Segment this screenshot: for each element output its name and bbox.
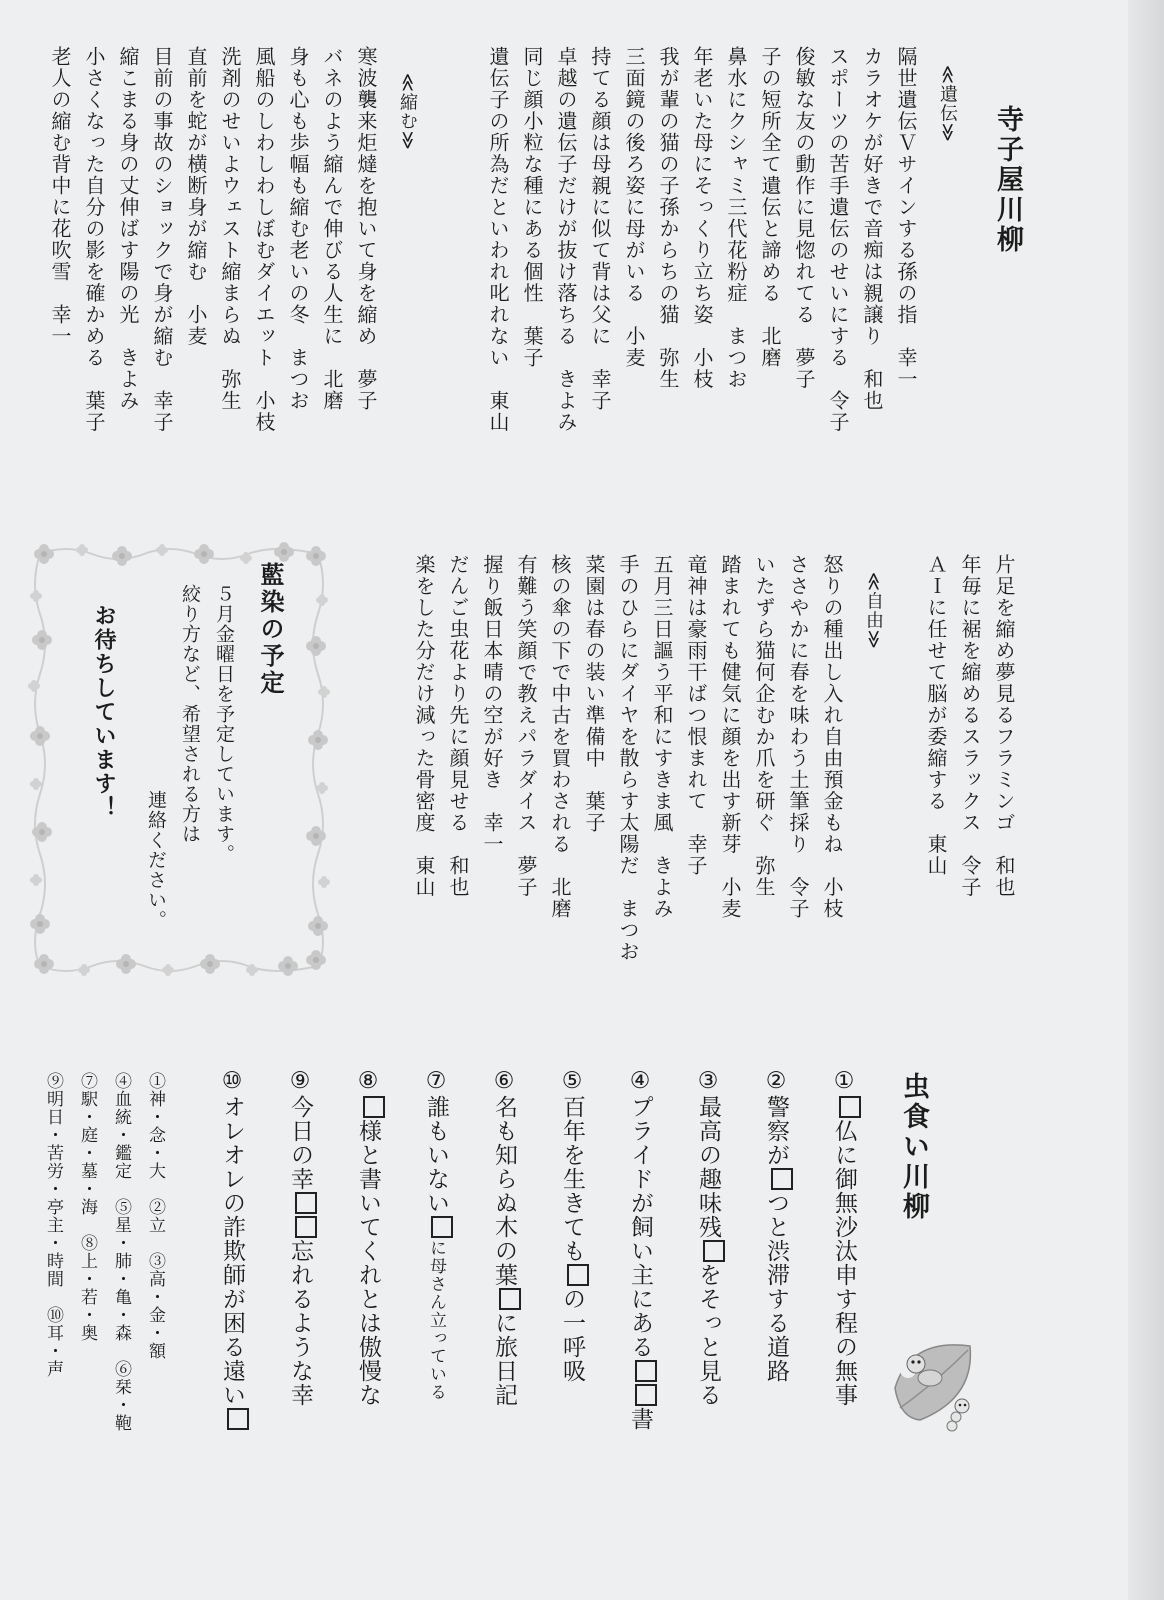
jiyu-line-3: いたずら猫何企むか爪を研ぐ 弥生 — [752, 554, 776, 898]
question-6-number: ⑥ — [491, 1068, 517, 1095]
answer-blank[interactable] — [295, 1216, 317, 1238]
question-2-text-after: つと渋滞する道路 — [763, 1191, 789, 1383]
question-5 — [560, 1068, 589, 1383]
question-9-number: ⑨ — [287, 1068, 313, 1095]
question-1-number: ① — [831, 1068, 857, 1095]
question-9-text-before: 今日の幸 — [287, 1095, 313, 1191]
question-3-text-before: 最高の趣味残 — [695, 1095, 721, 1239]
iden-line-6: 鼻水にクシャミ三代花粉症 まつお — [724, 46, 748, 390]
chijimu-line-5: 洗剤のせいよウェスト縮まらぬ 弥生 — [218, 46, 242, 412]
question-5-text-before: 百年を生きても — [559, 1095, 585, 1263]
question-10-text-before: オレオレの詐欺師が困る遠い — [219, 1095, 245, 1407]
jiyu-line-11: 握り飯日本晴の空が好き 幸一 — [480, 554, 504, 855]
iden-line-9: 三面鏡の後ろ姿に母がいる 小麦 — [622, 46, 646, 369]
notice-closing: お待ちしています！ — [91, 604, 116, 820]
question-5-number: ⑤ — [559, 1068, 585, 1095]
page-edge-shadow — [1128, 0, 1164, 1600]
question-4-text-before: プライドが飼い主にある — [627, 1095, 653, 1359]
question-7-text-before: 誰もいない — [423, 1095, 449, 1215]
caterpillar-on-leaf-icon — [880, 1328, 990, 1438]
jiyu-line-4: 踏まれても健気に顔を出す新芽 小麦 — [718, 554, 742, 920]
jiyu-line-13: 楽をした分だけ減った骨密度 東山 — [412, 554, 436, 898]
chijimu-extra-2: 年毎に裾を縮めるスラックス 令子 — [958, 554, 982, 898]
iden-line-11: 卓越の遺伝子だけが抜け落ちる きよみ — [554, 46, 578, 433]
iden-line-2: カラオケが好きで音痴は親譲り 和也 — [860, 46, 884, 412]
jiyu-line-6: 五月三日謳う平和にすきま風 きよみ — [650, 554, 674, 920]
question-2-number: ② — [763, 1068, 789, 1095]
chijimu-line-8: 縮こまる身の丈伸ばす陽の光 きよみ — [116, 46, 140, 412]
notice-line-1: ５月金曜日を予定しています。 — [213, 584, 235, 864]
heading-jiyu: ≪自由≫ — [863, 572, 884, 650]
answer-blank[interactable] — [295, 1192, 317, 1214]
question-7-number: ⑦ — [423, 1068, 449, 1095]
chijimu-extra-3: ＡＩに任せて脳が委縮する 東山 — [924, 554, 948, 877]
jiyu-line-8: 菜園は春の装い準備中 葉子 — [582, 554, 606, 834]
question-4-text-after: 書 — [627, 1407, 653, 1431]
question-2-text-before: 警察が — [763, 1095, 789, 1167]
iden-line-1: 隔世遺伝Ｖサインする孫の指 幸一 — [894, 46, 918, 390]
chijimu-line-6: 直前を蛇が横断身が縮む 小麦 — [184, 46, 208, 347]
question-8-text: 様と書いてくれとは傲慢な — [355, 1119, 381, 1407]
question-1-text: 仏に御無沙汰申す程の無事 — [831, 1119, 857, 1407]
question-8 — [356, 1068, 385, 1407]
notice-line-3: 連絡ください。 — [145, 790, 167, 930]
chijimu-line-1: 寒波襲来炬燵を抱いて身を縮め 夢子 — [354, 46, 378, 412]
jiyu-line-9: 核の傘の下で中古を買わされる 北磨 — [548, 554, 572, 920]
question-9-text-after: 忘れるような幸 — [287, 1239, 313, 1407]
question-6-text-after: に旅日記 — [491, 1311, 517, 1407]
answer-blank[interactable] — [567, 1264, 589, 1286]
iden-line-7: 年老いた母にそっくり立ち姿 小枝 — [690, 46, 714, 390]
jiyu-line-10: 有難う笑顔で教えパラダイス 夢子 — [514, 554, 538, 898]
answer-blank[interactable] — [635, 1384, 657, 1406]
question-7-text-after: に母さん立っている — [426, 1239, 446, 1401]
question-8-number: ⑧ — [355, 1068, 381, 1095]
answer-blank[interactable] — [839, 1096, 861, 1118]
question-6-text-before: 名も知らぬ木の葉 — [491, 1095, 517, 1287]
question-3 — [696, 1068, 725, 1407]
chijimu-line-2: バネのよう縮んで伸びる人生に 北磨 — [320, 46, 344, 412]
question-10-number: ⑩ — [219, 1068, 245, 1095]
answers-line-3: ⑦駅・庭・墓・海 ⑧上・若・奥 — [77, 1072, 97, 1342]
answer-blank[interactable] — [499, 1288, 521, 1310]
notice-title: 藍染の予定 — [256, 562, 284, 697]
answer-blank[interactable] — [703, 1240, 725, 1262]
answers-line-2: ④血統・鑑定 ⑤星・肺・亀・森 ⑥栞・鞄 — [111, 1072, 131, 1432]
iden-line-3: スポーツの苦手遺伝のせいにする 令子 — [826, 46, 850, 433]
chijimu-line-9: 小さくなった自分の影を確かめる 葉子 — [82, 46, 106, 433]
jiyu-line-2: ささやかに春を味わう土筆採り 令子 — [786, 554, 810, 920]
heading-iden: ≪遺伝≫ — [937, 65, 958, 143]
iden-line-4: 俊敏な友の動作に見惚れてる 夢子 — [792, 46, 816, 390]
question-7 — [424, 1068, 453, 1401]
mushikui-title: 虫食い川柳 — [898, 1072, 929, 1222]
chijimu-line-10: 老人の縮む背中に花吹雪 幸一 — [48, 46, 72, 347]
question-9 — [288, 1068, 317, 1407]
chijimu-line-3: 身も心も歩幅も縮む老いの冬 まつお — [286, 46, 310, 412]
heading-chijimu: ≪縮む≫ — [397, 73, 418, 151]
question-4-number: ④ — [627, 1068, 653, 1095]
answers-line-1: ①神・念・大 ②立 ③高・金・額 — [145, 1072, 165, 1360]
iden-line-13: 遺伝子の所為だといわれ叱れない 東山 — [486, 46, 510, 433]
question-1 — [832, 1068, 861, 1407]
question-4 — [628, 1068, 657, 1431]
chijimu-line-7: 目前の事故のショックで身が縮む 幸子 — [150, 46, 174, 433]
question-3-text-after: をそっと見る — [695, 1263, 721, 1407]
iden-line-5: 子の短所全て遺伝と諦める 北磨 — [758, 46, 782, 369]
jiyu-line-1: 怒りの種出し入れ自由預金もね 小枝 — [820, 554, 844, 920]
question-3-number: ③ — [695, 1068, 721, 1095]
terakoya-title: 寺子屋川柳 — [992, 105, 1023, 255]
iden-line-12: 同じ顔小粒な種にある個性 葉子 — [520, 46, 544, 369]
question-10 — [220, 1068, 249, 1431]
answer-blank[interactable] — [635, 1360, 657, 1382]
answers-line-4: ⑨明日・苦労・亭主・時間 ⑩耳・声 — [43, 1072, 63, 1378]
notice-line-2: 絞り方など、希望される方は — [179, 584, 201, 844]
jiyu-line-5: 竜神は豪雨干ばつ恨まれて 幸子 — [684, 554, 708, 877]
jiyu-line-12: だんご虫花より先に顔見せる 和也 — [446, 554, 470, 898]
question-6 — [492, 1068, 521, 1407]
question-2 — [764, 1068, 793, 1383]
jiyu-line-7: 手のひらにダイヤを散らす太陽だ まつお — [616, 554, 640, 963]
answer-blank[interactable] — [363, 1096, 385, 1118]
chijimu-extra-1: 片足を縮め夢見るフラミンゴ 和也 — [992, 554, 1016, 898]
iden-line-8: 我が輩の猫の子孫からちの猫 弥生 — [656, 46, 680, 390]
answer-blank[interactable] — [771, 1168, 793, 1190]
chijimu-line-4: 風船のしわしわしぼむダイエット 小枝 — [252, 46, 276, 433]
iden-line-10: 持てる顔は母親に似て背は父に 幸子 — [588, 46, 612, 412]
answer-blank[interactable] — [227, 1408, 249, 1430]
question-5-text-after: の一呼吸 — [559, 1287, 585, 1383]
answer-blank[interactable] — [431, 1216, 453, 1238]
